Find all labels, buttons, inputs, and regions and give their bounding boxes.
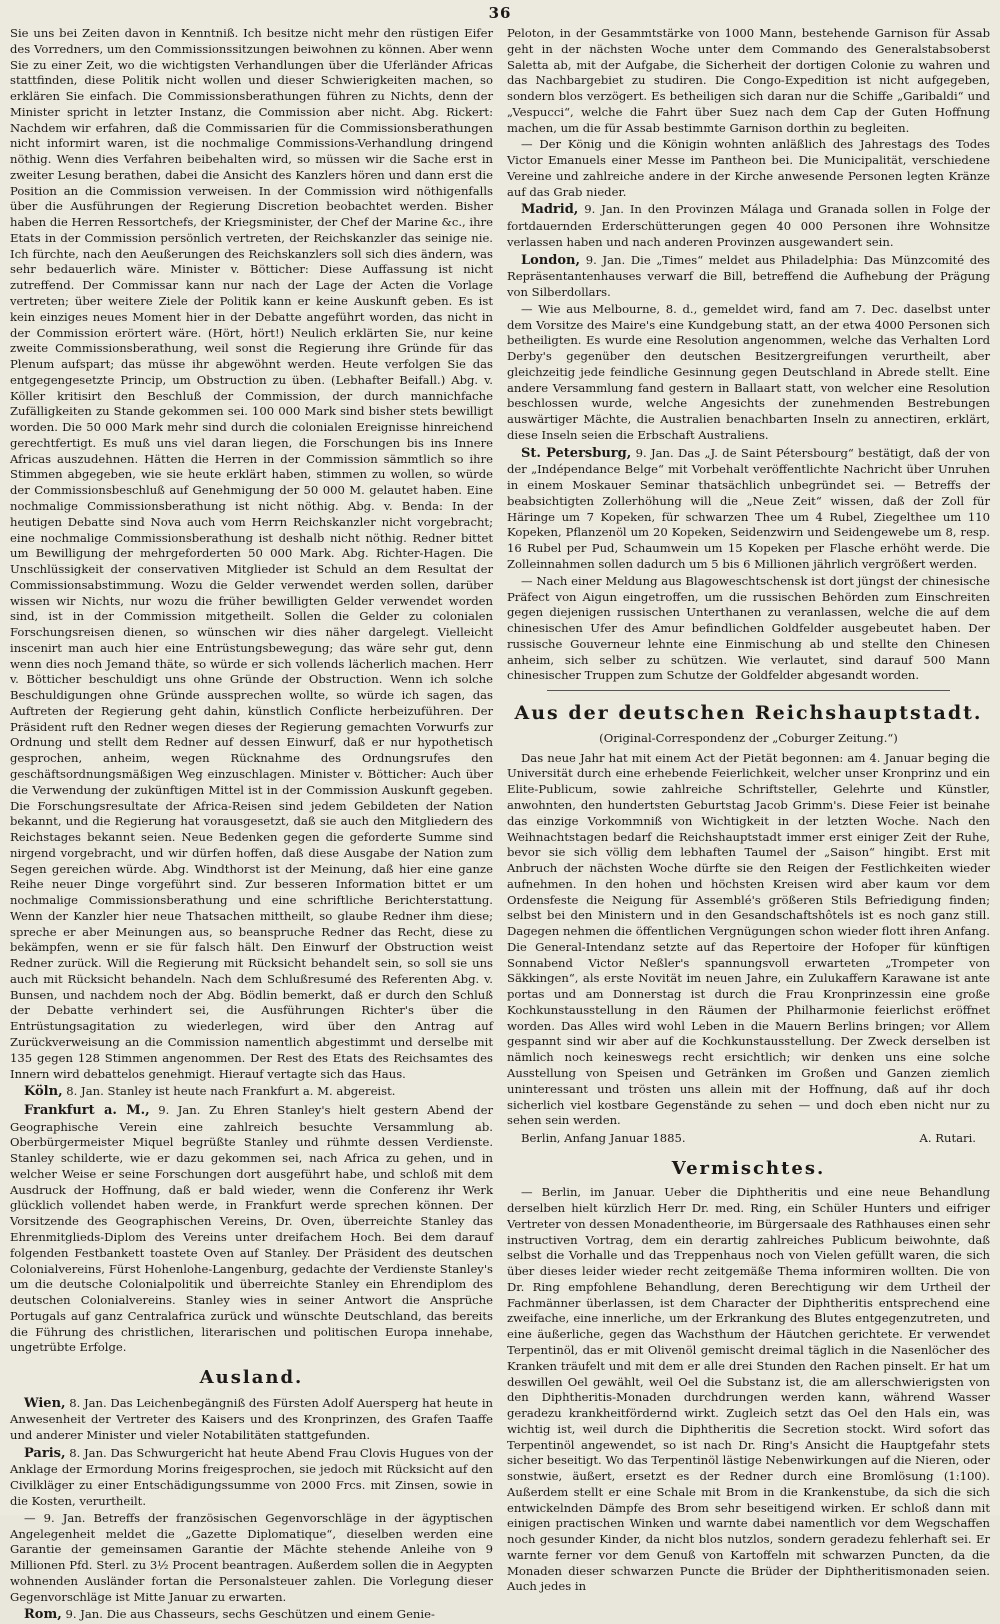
london-dateline: London, bbox=[521, 252, 581, 268]
paris-report bbox=[10, 1445, 493, 1510]
ausland-heading: Ausland. bbox=[199, 1367, 304, 1389]
reichshauptstadt-heading: Aus der deutschen Reichshauptstadt. bbox=[514, 702, 983, 725]
right-column bbox=[507, 26, 991, 1594]
rom-text: 9. Jan. Die aus Chasseurs, sechs Geschützen und einem Genie- bbox=[65, 1607, 435, 1622]
paris-dateline: Paris, bbox=[24, 1445, 66, 1461]
italy-garrison-paragraph: Peloton, in der Gesammtstärke von 1000 Mann, bestehende Garnison für Assab geht in der nächsten Woche unter dem Commando des Generalstabsoberst Saletta ab, mit der Aufgabe, die Sicherheit der dortigen Colonie zu wahren und das Nachbargebiet zu studiren. Die Congo-Expedition ist nicht aufgegeben, sondern blos verzögert. Es betheiligen sich daran nur die Schiffe „Garibaldi“ und „Vespucci“, welche die Fahrt über Suez nach dem Cap der Guten Hoffnung machen, um die für Assab bestimmte Garnison dorthin zu begleiten. bbox=[507, 26, 990, 135]
frankfurt-report bbox=[10, 1102, 493, 1356]
wien-text: 8. Jan. Das Leichenbegängniß des Fürsten Adolf Auersperg hat heute in Anwesenheit der Vertreter des Kaisers und des Kronprinzen, des Grafen Taaffe und anderer Minister und vieler Notabilitäten stattgefunden. bbox=[10, 1395, 493, 1443]
koeln-report bbox=[10, 1083, 493, 1101]
vermischtes-text: — Berlin, im Januar. Ueber die Diphtheritis und eine neue Behandlung derselben hielt kürzlich Herr Dr. med. Ring, ein Schüler Hunters und eifriger Vertreter von dessen Monadentheorie, im Bürgersaale des Rathhauses einen sehr instructiven Vortrag, dem ein derartig zahlreiches Publicum beiwohnte, daß selbst die Vorhalle und das Treppenhaus noch von Vielen gefüllt waren, die sich über dieses leider wieder recht zeitgemäße Thema informiren wollten. Die von Dr. Ring empfohlene Behandlung, deren Berechtigung wir dem Urtheil der Fachmänner überlassen, ist dem Character der Diphtheritis entsprechend eine zweifache, eine innerliche, um der Erkrankung des Blutes entgegenzutreten, und eine äußerliche, gegen das Wachsthum der Häutchen gerichtete. Er verwendet Terpentinöl, das er mit Olivenöl gemischt dreimal täglich in die Nasenlöcher des Kranken träufelt und mit dem er alle drei Stunden den Rachen pinselt. Er hat um deswillen Oel gewählt, weil Oel die Substanz ist, die am allerschwierigsten von den Diphtheritis-Monaden durchdrungen werden kann, während Wasser geradezu krankheitfördernd wirkt. Zugleich setzt das Oel den Hals ein, was wichtig ist, weil durch die Diphtheritis die Secretion stockt. Wird sofort das Terpentinöl angewendet, so ist nach Dr. Ring's Ansicht die Hauptgefahr stets sicher beseitigt. Wo das Terpentinöl lästige Nebenwirkungen auf die Nieren, oder sonstwie, äußert, ersetzt es der Redner durch eine Bromlösung (1:100). Außerdem stellt er eine Schale mit Brom in die Krankenstube, da sich die sich entwickelnden Dämpfe des Brom sehr beseitigend wirken. Er schloß dann mit einigen practischen Winken und warnte dabei namentlich vor dem Wegschaffen noch gesunder Kinder, da nicht blos nutzlos, sondern geradezu fehlerhaft sei. Er warnte ferner vor dem Genuß von Kartoffeln mit schwarzen Puncten, da die Monaden dieser schwarzen Puncte die Brüder der Diphtheritismonaden seien. Auch jedes in bbox=[507, 1185, 990, 1594]
london-text: 9. Jan. Die „Times“ meldet aus Philadelphia: Das Münzcomité des Repräsentantenhauses verwarf die Bill, betreffend die Aufhebung der Prägung von Silberdollars. bbox=[507, 252, 991, 300]
paris-report-2: — 9. Jan. Betreffs der französischen Gegenvorschläge in der ägyptischen Angelegenheit meldet die „Gazette Diplomatique“, dieselben werden eine Garantie der gemeinsamen Garantie der Mächte stehende Anleihe von 9 Millionen Pfd. Sterl. zu 3½ Procent beantragen. Außerdem sollen die in Aegypten wohnenden Ausländer fortan die Personalsteuer zahlen. Die Vorlegung dieser Gegenvorschläge ist Mitte Januar zu erwarten. bbox=[10, 1510, 493, 1604]
paris-text: 8. Jan. Das Schwurgericht hat heute Abend Frau Clovis Hugues von der Anklage der Ermordung Morins freigesprochen, sie jedoch mit Rücksicht auf den Civilkläger zu einer Entschädigungssumme von 2000 Frcs. mit Zinsen, sowie in die Kosten, verurtheilt. bbox=[10, 1445, 494, 1508]
reichshauptstadt-subtitle: (Original-Correspondenz der „Coburger Zeitung.“) bbox=[599, 730, 898, 745]
columns bbox=[10, 26, 991, 1623]
signature-place: Berlin, Anfang Januar 1885. bbox=[521, 1131, 686, 1146]
signature-name: A. Rutari. bbox=[919, 1131, 976, 1146]
frankfurt-text: 9. Jan. Zu Ehren Stanley's hielt gestern Abend der Geographische Verein eine zahlreich besuchte Versammlung ab. Oberbürgermeister Miquel begrüßte Stanley und rühmte dessen Verdienste. Stanley schilderte, wie er dazu gekommen sei, nach Africa zu gehen, und in welcher Weise er seine Forschungen dort ausgeführt habe, und schloß mit dem Ausdruck der Hoffnung, daß er bald wieder, wenn die Conferenz ihr Werk glücklich vollendet haben werde, in Frankfurt werde sprechen können. Der Vorsitzende des Geographischen Vereins, Dr. Oven, überreichte Stanley das Ehrenmitglieds-Diplom des Vereins unter dreifachem Hoch. Bei dem darauf folgenden Festbankett toastete Oven auf Stanley. Der Präsident des deutschen Colonialvereins, Fürst Hohenlohe-Langenburg, gedachte der Verdienste Stanley's um die deutsche Colonialpolitik und überreichte Stanley ein Ehrendiplom des deutschen Colonialvereins. Stanley wies in seiner Antwort die Ansprüche Portugals auf ganz Centralafrica zurück und wünschte Deutschland, das bereits die Führung des christlichen, literarischen und politischen Europa innehabe, ungetrübte Erfolge. bbox=[10, 1102, 493, 1355]
reichstag-debate-paragraph: Sie uns bei Zeiten davon in Kenntniß. Ich besitze nicht mehr den rüstigen Eifer des Vorredners, um den Commissionssitzungen beiwohnen zu können. Aber wenn Sie zu einer Zeit, wo die wichtigsten Verhandlungen über die Uferländer Africas stattfinden, diese Politik nicht wollen und dieser Schwierigkeiten machen, so erklären Sie einfach. Die Commissionsberathungen führen zu Nichts, denn der Minister spricht in letzter Instanz, die Commission aber nicht. Abg. Rickert: Nachdem wir erfahren, daß die Commissarien für die Commissionsberathungen nicht informirt waren, ist die nochmalige Commissions-Verhandlung dringend nöthig. Wenn dies Verfahren beibehalten wird, so müssen wir die Sache erst in zweiter Lesung berathen, dabei die Ansicht des Kanzlers hören und dann erst die Position an die Commission verweisen. In der Commission wird nöthigenfalls über die Ausführungen der Regierung Discretion beobachtet werden. Bisher haben die Herren Ressortchefs, der Kriegsminister, der Chef der Marine &c., ihre Etats in der Commission persönlich vertreten, der Reichskanzler das seinige nie. Ich fürchte, nach den Aeußerungen des Reichskanzlers soll sich dies ändern, was sehr bedauerlich wäre. Minister v. Bötticher: Diese Auffassung ist nicht zutreffend. Der Commissar kann nur nach der Lage der Acten die Vorlage vertreten; über weitere Ziele der Politik kann er keine Auskunft geben. Es ist kein einziges neues Moment hier in der Debatte angeführt worden, das nicht in der Commission erörtert wäre. (Hört, hört!) Neulich erklärten Sie, nur keine zweite Commissionsberathung, weil sonst die Regierung ihre Gründe für das Plenum aufspart; das müsse ihr abgewöhnt werden. Heute verfolgen Sie das entgegengesetzte Princip, um Obstruction zu üben. (Lebhafter Beifall.) Abg. v. Köller kritisirt den Beschluß der Commission, der durch mannichfache Zufälligkeiten zu Stande gekommen sei. 100 000 Mark sind bisher stets bewilligt worden. Die 50 000 Mark mehr sind durch die colonialen Ereignisse hinreichend gerechtfertigt. Es muß uns viel daran liegen, die Forschungen bis ins Innere Africas auszudehnen. Hätten die Herren in der Commission sämmtlich so ihre Stimmen abgegeben, wie sie heute erklärt haben, stimmen zu wollen, so würde der Commissionsbeschluß auf Genehmigung der 50 000 M. gelautet haben. Eine nochmalige Commissionsberathung ist nicht nöthig. Abg. v. Benda: In der heutigen Debatte sind Nova auch vom Herrn Reichskanzler nicht vorgebracht; eine nochmalige Commissionsberathung ist deshalb nicht nöthig. Redner bittet um Bewilligung der mehrgeforderten 50 000 Mark. Abg. Richter-Hagen. Die Unschlüssigkeit der conservativen Mitglieder ist Schuld an dem Resultat der Commissionsabstimmung. Wozu die Gelder verwendet werden sollen, darüber wissen wir Nichts, nur wozu die früher bewilligten Gelder verwendet worden sind, ist in der Commission mitgetheilt. Sollen die Gelder zu colonialen Forschungsreisen dienen, so wünschen wir dies näher dargelegt. Vielleicht inscenirt man auch hier eine Entrüstungsbewegung; das wäre sehr gut, denn wenn dies noch Jemand thäte, so würde er sich vollends lächerlich machen. Herr v. Bötticher beschuldigt uns ohne Gründe der Obstruction. Wenn ich solche Beschuldigungen ohne Gründe aussprechen wollte, so würde ich sagen, das Auftreten der Regierung geht dahin, künstlich Conflicte herbeizuführen. Der Präsident ruft den Redner wegen dieses der Regierung gemachten Vorwurfs zur Ordnung und stellt dem Redner auf dessen Einwurf, daß er nur hypothetisch gesprochen, anheim, wegen Rücknahme des Ordnungsrufes den geschäftsordnungsmäßigen Weg einzuschlagen. Minister v. Bötticher: Auch über die Verwendung der zukünftigen Mittel ist in der Commission Auskunft gegeben. Die Forschungsresultate der Africa-Reisen sind jedem Gebildeten der Nation bekannt, und die Regierung hat vorausgesetzt, daß sie auch den Mitgliedern des Reichstages bekannt seien. Neue Bedenken gegen die geforderte Summe sind nirgend vorgebracht, und wir dürfen hoffen, daß diese Ausgabe der Nation zum Segen gereichen würde. Abg. Windthorst ist der Meinung, daß hier eine ganze Reihe neuer Dinge vorgeführt sind. Zur besseren Information bittet er um nochmalige Commissionsberathung und eine schriftliche Berichterstattung. Wenn der Kanzler hier neue Thatsachen mittheilt, so glaube Redner ihm diese; spreche er aber Meinungen aus, so beanspruche Redner das Recht, diese zu bekämpfen, wenn er sie für falsch hält. Den Einwurf der Obstruction weist Redner zurück. Will die Regierung mit Rücksicht behandelt sein, so soll sie uns auch mit Rücksicht behandeln. Nach dem Schlußresumé des Referenten Abg. v. Bunsen, und nachdem noch der Abg. Bödlin bemerkt, daß er durch den Schluß der Debatte verhindert sei, die Ausführungen Richter's über die Entrüstungsagitation zu wiederlegen, wird über den Antrag auf Zurückverweisung an die Commission namentlich abgestimmt und derselbe mit 135 gegen 128 Stimmen angenommen. Der Rest des Etats des Reichsamtes des Innern wird debattelos genehmigt. Hierauf vertagte sich das Haus. bbox=[10, 26, 493, 1081]
rom-report bbox=[10, 1606, 493, 1624]
reichshauptstadt-text: Das neue Jahr hat mit einem Act der Pietät begonnen: am 4. Januar beging die Universität durch eine erhebende Feierlichkeit, welcher unser Kronprinz und ein Elite-Publicum, sowie zahlreiche Schriftsteller, Gelehrte und Künstler, anwohnten, den hundertsten Geburtstag Jacob Grimm's. Diese Feier ist beinahe das einzige Vorkommniß von Wichtigkeit in der letzten Woche. Nach den Weihnachtstagen bedarf die Reichshauptstadt immer erst einiger Zeit der Ruhe, bevor sie sich völlig dem lebhaften Taumel der „Saison“ hingibt. Erst mit Anbruch der nächsten Woche dürfte sie den Reigen der Festlichkeiten wieder aufnehmen. In den hohen und höchsten Kreisen wird aber kaum vor dem Ordensfeste die Neigung für Assemblé's größeren Stils Befriedigung finden; selbst bei den Ministern und in den Gesandschaftshôtels ist es noch ganz still. Dagegen nehmen die öffentlichen Vergnügungen schon wieder flott ihren Anfang. Die General-Intendanz setzte auf das Repertoire der Hofoper für künftigen Sonnabend Victor Neßler's spannungsvoll erwarteten „Trompeter von Säkkingen“, als erste Novität im neuen Jahre, ein Zulukaffern Karawane ist ante portas und am Donnerstag ist durch die Frau Kronprinzessin eine große Kochkunstausstellung in den Räumen der Philharmonie feierlichst eröffnet worden. Das Alles wird wohl Leben in die Mauern Berlins bringen; vor Allem gespannt sind wir aber auf die Kochkunstausstellung. Der Zweck derselben ist nämlich noch keineswegs recht ersichtlich; wir denken uns eine solche Ausstellung von Speisen und Getränken im Großen und Ganzen ziemlich uninteressant und trösten uns allein mit der Hoffnung, daß auf ihr doch sicherlich viel kostbare Gegenstände zu sehen — und doch eben nicht nur zu sehen sein werden. bbox=[507, 750, 990, 1128]
rome-mass-paragraph: — Der König und die Königin wohnten anläßlich des Jahrestags des Todes Victor Emanuels einer Messe im Pantheon bei. Die Municipalität, verschiedene Vereine und zahlreiche andere in der Kirche anwesende Personen legten Kränze auf das Grab nieder. bbox=[507, 137, 990, 199]
petersburg-dateline: St. Petersburg, bbox=[521, 445, 632, 461]
frankfurt-dateline: Frankfurt a. M., bbox=[24, 1102, 150, 1118]
page-number: 36 bbox=[488, 4, 512, 22]
left-column bbox=[10, 26, 494, 1623]
wien-report bbox=[10, 1395, 493, 1444]
madrid-report bbox=[507, 201, 990, 250]
wien-dateline: Wien, bbox=[24, 1395, 66, 1411]
madrid-text: 9. Jan. In den Provinzen Málaga und Granada sollen in Folge der fortdauernden Erderschütterungen gegen 40 000 Personen ihre Wohnsitze verlassen haben und nach anderen Provinzen ausgewandert sein. bbox=[507, 202, 990, 249]
madrid-dateline: Madrid, bbox=[521, 202, 579, 218]
signature-line bbox=[507, 1131, 990, 1147]
section-divider bbox=[547, 690, 950, 691]
london-report bbox=[507, 252, 990, 301]
petersburg-text: 9. Jan. Das „J. de Saint Pétersbourg“ bestätigt, daß der von der „Indépendance Belge“ mit Vorbehalt veröffentlichte Nachricht über Unruhen in einem Moskauer Seminar thatsächlich unbegründet sei. — Betreffs der beabsichtigten Zollerhöhung will die „Neue Zeit“ wissen, daß der Zoll für Häringe um 7 Kopeken, für schwarzen Thee um 4 Rubel, Ziegelthee um 110 Kopeken, Pflanzenöl um 20 Kopeken, Seidenzwirn und Seidengewebe um 8, resp. 16 Rubel per Pud, Schaumwein um 15 Kopeken per Flasche erhöht werde. Die Zolleinnahmen sollen dadurch um 5 bis 6 Millionen jährlich vergrößert werden. bbox=[507, 445, 991, 571]
melbourne-report: — Wie aus Melbourne, 8. d., gemeldet wird, fand am 7. Dec. daselbst unter dem Vorsitze des Maire's eine Kundgebung statt, an der etwa 4000 Personen sich betheiligten. Es wurde eine Resolution angenommen, welche das Verhalten Lord Derby's gegenüber den deutschen Besitzergreifungen verurtheilt, aber gleichzeitig jede feindliche Gesinnung gegen Deutschland in Abrede stellt. Eine andere Versammlung fand gestern in Ballaart statt, von welcher eine Resolution beschlossen wurde, welche Angesichts der zunehmenden Bestrebungen auswärtiger Mächte, die Australien benachbarten Inseln zu annectiren, erklärt, diese Inseln seien die Erbschaft Australiens. bbox=[507, 301, 990, 442]
china-report: — Nach einer Meldung aus Blagoweschtschensk ist dort jüngst der chinesische Präfect von Aigun eingetroffen, um die russischen Behörden zum Einschreiten gegen diejenigen russischen Unterthanen zu veranlassen, welche die auf dem chinesischen Ufer des Amur befindlichen Goldfelder ausgebeutet haben. Der russische Gouverneur lehnte eine Einmischung ab und stellte den Chinesen anheim, sich selber zu schützen. Wie verlautet, sind darauf 500 Mann chinesischer Truppen zum Schutze der Goldfelder abgesandt worden. bbox=[507, 573, 990, 683]
rom-dateline: Rom, bbox=[24, 1607, 62, 1623]
vermischtes-heading: Vermischtes. bbox=[671, 1157, 826, 1179]
koeln-text: 8. Jan. Stanley ist heute nach Frankfurt a. M. abgereist. bbox=[66, 1084, 396, 1099]
koeln-dateline: Köln, bbox=[24, 1084, 63, 1100]
petersburg-report bbox=[507, 445, 990, 573]
